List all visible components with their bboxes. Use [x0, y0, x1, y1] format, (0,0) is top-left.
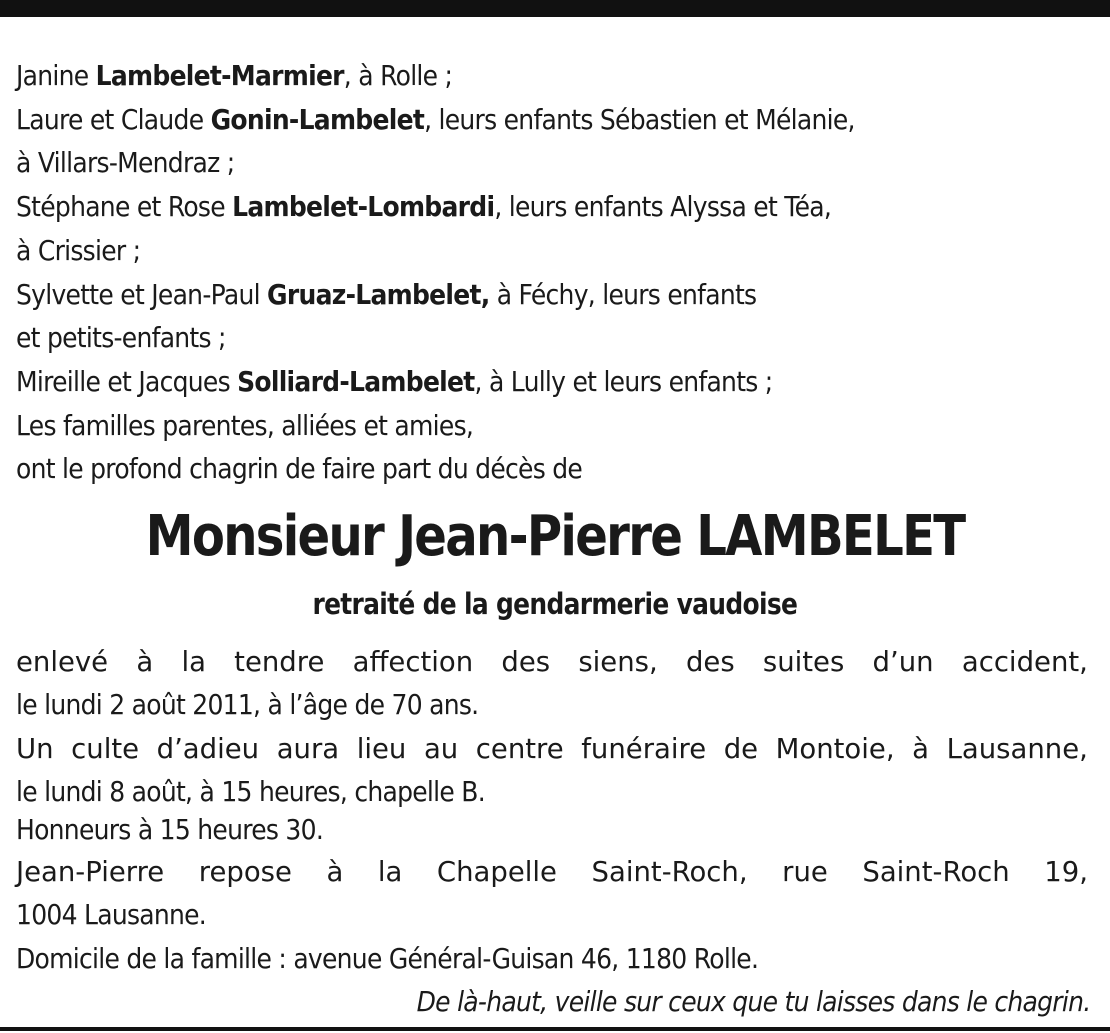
body-word: enlevé: [16, 646, 109, 678]
family-line: ont le profond chagrin de faire part du décès de: [16, 453, 583, 485]
body-word: suites: [762, 646, 845, 678]
deceased-title: retraité de la gendarmerie vaudoise: [312, 587, 798, 621]
body-word: Un: [16, 733, 54, 765]
body-word: repose: [198, 856, 292, 888]
body-word: funéraire: [581, 733, 707, 765]
body-word: la: [181, 646, 206, 678]
body-line: le lundi 2 août 2011, à l’âge de 70 ans.: [16, 689, 479, 721]
closing-verse: De là-haut, veille sur ceux que tu laisses dans le chagrin.: [416, 986, 1090, 1018]
body-word: des: [685, 646, 735, 678]
body-line-justified: [16, 854, 1088, 890]
body-word: à: [912, 733, 929, 765]
body-word: rue: [782, 856, 828, 888]
body-word: Saint-Roch,: [591, 856, 748, 888]
body-line: Domicile de la famille : avenue Général-Guisan 46, 1180 Rolle.: [16, 943, 759, 975]
family-line: à Villars-Mendraz ;: [16, 147, 235, 179]
body-line: Honneurs à 15 heures 30.: [16, 814, 324, 846]
body-word: aura: [276, 733, 340, 765]
family-line: à Crissier ;: [16, 235, 141, 267]
body-word: Chapelle: [436, 856, 557, 888]
body-word: tendre: [234, 646, 325, 678]
top-border-bar: [0, 0, 1110, 17]
body-line: le lundi 8 août, à 15 heures, chapelle B.: [16, 776, 485, 808]
body-word: de: [723, 733, 759, 765]
bottom-rule: [0, 1027, 1110, 1031]
family-line: Janine Lambelet-Marmier, à Rolle ;: [16, 60, 453, 92]
body-word: centre: [475, 733, 564, 765]
body-word: à: [136, 646, 154, 678]
body-line: 1004 Lausanne.: [16, 899, 207, 931]
body-word: au: [423, 733, 459, 765]
body-word: Lausanne,: [946, 733, 1088, 765]
body-word: la: [377, 856, 403, 888]
body-line-justified: [16, 644, 1088, 680]
family-line: Mireille et Jacques Solliard-Lambelet, à Lully et leurs enfants ;: [16, 366, 773, 398]
body-word: accident,: [961, 646, 1088, 678]
body-word: 19,: [1044, 856, 1088, 888]
deceased-name: Monsieur Jean-Pierre LAMBELET: [145, 504, 965, 569]
body-word: lieu: [356, 733, 407, 765]
body-word: des: [501, 646, 551, 678]
family-line: Laure et Claude Gonin-Lambelet, leurs enfants Sébastien et Mélanie,: [16, 104, 855, 136]
family-line: Stéphane et Rose Lambelet-Lombardi, leurs enfants Alyssa et Téa,: [16, 191, 832, 223]
body-word: culte: [71, 733, 140, 765]
family-line: et petits-enfants ;: [16, 322, 226, 354]
family-line: Les familles parentes, alliées et amies,: [16, 410, 474, 442]
body-word: d’adieu: [156, 733, 260, 765]
family-line: Sylvette et Jean-Paul Gruaz-Lambelet, à Féchy, leurs enfants: [16, 279, 757, 311]
body-word: siens,: [578, 646, 658, 678]
body-word: Montoie,: [775, 733, 895, 765]
body-word: à: [326, 856, 344, 888]
body-line-justified: [16, 731, 1088, 767]
body-word: d’un: [872, 646, 934, 678]
body-word: Saint-Roch: [862, 856, 1010, 888]
body-word: Jean-Pierre: [16, 856, 165, 888]
body-word: affection: [352, 646, 474, 678]
